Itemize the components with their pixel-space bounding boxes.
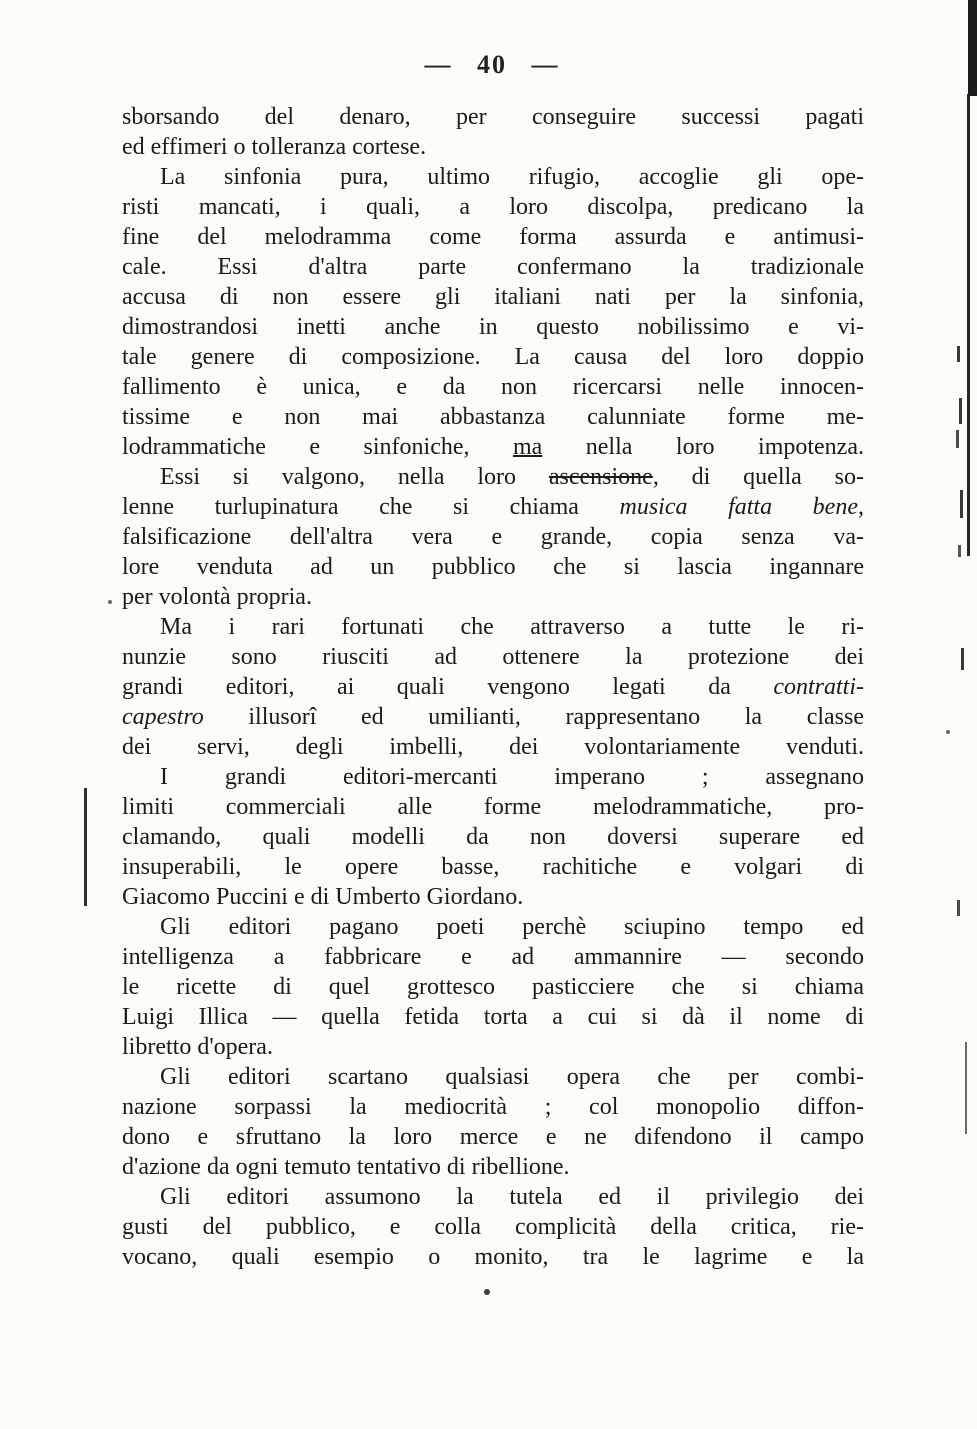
text-line	[122, 1152, 864, 1182]
text-line	[122, 312, 864, 342]
text-line	[122, 432, 864, 462]
text-line	[122, 132, 864, 162]
text-segment: per volontà propria.	[122, 584, 312, 610]
scan-artifact-top-right-bar	[968, 0, 977, 96]
text-segment: Luigi Illica — quella fetida torta a cui si dà il nome di	[122, 1004, 864, 1030]
text-segment: grandi editori, ai quali vengono legati da	[122, 674, 774, 700]
text-line	[122, 492, 864, 522]
scan-artifact-tick	[956, 430, 959, 448]
scan-artifact-dot	[484, 1289, 490, 1295]
text-segment: dono e sfruttano la loro merce e ne difendono il campo	[122, 1124, 864, 1150]
text-line	[122, 1242, 864, 1272]
text-line	[122, 372, 864, 402]
scan-artifact-tick	[957, 346, 960, 362]
text-segment: illusorî ed umilianti, rappresentano la classe	[203, 704, 864, 730]
text-segment: fine del melodramma come forma assurda e antimusi-	[122, 224, 864, 250]
text-line	[122, 672, 864, 702]
text-segment: Gli editori scartano qualsiasi opera che per combi-	[160, 1064, 864, 1090]
scan-artifact-right-edge-line	[967, 94, 970, 556]
scan-artifact-left-margin-rule	[84, 788, 87, 906]
text-segment: d'azione da ogni temuto tentativo di ribellione.	[122, 1154, 570, 1180]
text-line	[122, 732, 864, 762]
text-segment: ascensione	[548, 464, 653, 490]
text-segment: Giacomo Puccini e di Umberto Giordano.	[122, 884, 524, 910]
scan-artifact-tick	[957, 900, 960, 916]
text-line	[122, 1062, 864, 1092]
scan-artifact-dot	[108, 600, 112, 604]
text-line	[122, 912, 864, 942]
text-segment: Gli editori assumono la tutela ed il privilegio dei	[160, 1184, 864, 1210]
text-segment: vocano, quali esempio o monito, tra le lagrime e la	[122, 1244, 864, 1270]
text-line	[122, 552, 864, 582]
text-line	[122, 522, 864, 552]
text-segment: nella loro impotenza.	[542, 434, 864, 460]
scan-artifact-tick	[961, 648, 964, 670]
scan-artifact-right-edge-low	[965, 1042, 967, 1134]
text-segment: nazione sorpassi la mediocrità ; col monopolio diffon-	[122, 1094, 864, 1120]
text-segment: La sinfonia pura, ultimo rifugio, accoglie gli ope-	[160, 164, 864, 190]
text-line	[122, 1122, 864, 1152]
text-line	[122, 972, 864, 1002]
text-line	[122, 252, 864, 282]
text-line	[122, 852, 864, 882]
text-line	[122, 342, 864, 372]
text-line	[122, 1002, 864, 1032]
text-line	[122, 462, 864, 492]
text-line	[122, 102, 864, 132]
text-line	[122, 282, 864, 312]
text-segment: musica fatta bene	[619, 494, 858, 520]
text-segment: tissime e non mai abbastanza calunniate forme me-	[122, 404, 864, 430]
text-segment: Essi si valgono, nella loro	[160, 464, 549, 490]
text-segment: nunzie sono riusciti ad ottenere la protezione dei	[122, 644, 864, 670]
text-segment: , di quella so-	[652, 464, 864, 490]
text-segment: dimostrandosi inetti anche in questo nobilissimo e vi-	[122, 314, 864, 340]
text-segment: contratti-	[773, 674, 864, 700]
scan-artifact-tick	[960, 490, 963, 518]
text-segment: limiti commerciali alle forme melodrammatiche, pro-	[122, 794, 864, 820]
text-line	[122, 942, 864, 972]
text-segment: accusa di non essere gli italiani nati per la sinfonia,	[122, 284, 864, 310]
text-block	[122, 102, 864, 1272]
text-segment: le ricette di quel grottesco pasticciere che si chiama	[122, 974, 864, 1000]
text-line	[122, 762, 864, 792]
page-number: — 40 —	[424, 50, 560, 79]
text-line	[122, 792, 864, 822]
text-segment: sborsando del denaro, per conseguire successi pagati	[122, 104, 864, 130]
text-segment: cale. Essi d'altra parte confermano la tradizionale	[122, 254, 864, 280]
scan-artifact-dot	[946, 730, 950, 734]
text-line	[122, 822, 864, 852]
text-segment: falsificazione dell'altra vera e grande, copia senza va-	[122, 524, 864, 550]
text-line	[122, 222, 864, 252]
text-segment: ma	[512, 434, 543, 460]
text-line	[122, 192, 864, 222]
text-segment: Ma i rari fortunati che attraverso a tutte le ri-	[160, 614, 864, 640]
text-segment: insuperabili, le opere basse, rachitiche e volgari di	[122, 854, 864, 880]
text-line	[122, 642, 864, 672]
text-line	[122, 582, 864, 612]
text-segment: clamando, quali modelli da non doversi superare ed	[122, 824, 864, 850]
text-segment: tale genere di composizione. La causa del loro doppio	[122, 344, 864, 370]
text-line	[122, 402, 864, 432]
text-line	[122, 162, 864, 192]
text-segment: I grandi editori-mercanti imperano ; assegnano	[160, 764, 864, 790]
text-segment: capestro	[122, 704, 204, 730]
text-segment: risti mancati, i quali, a loro discolpa, predicano la	[122, 194, 864, 220]
text-segment: lodrammatiche e sinfoniche,	[122, 434, 513, 460]
text-line	[122, 612, 864, 642]
text-segment: dei servi, degli imbelli, dei volontariamente venduti.	[122, 734, 864, 760]
text-segment: fallimento è unica, e da non ricercarsi nelle innocen-	[122, 374, 864, 400]
text-segment: gusti del pubblico, e colla complicità della critica, rie-	[122, 1214, 864, 1240]
text-line	[122, 1212, 864, 1242]
text-line	[122, 702, 864, 732]
text-segment: lenne turlupinatura che si chiama	[122, 494, 620, 520]
text-line	[122, 1092, 864, 1122]
text-segment: ,	[857, 494, 864, 520]
text-segment: Gli editori pagano poeti perchè sciupino tempo ed	[160, 914, 864, 940]
scan-artifact-tick	[959, 398, 962, 424]
text-segment: libretto d'opera.	[122, 1034, 273, 1060]
text-segment: lore venduta ad un pubblico che si lascia ingannare	[122, 554, 864, 580]
text-segment: ed effimeri o tolleranza cortese.	[122, 134, 427, 160]
text-line	[122, 1182, 864, 1212]
text-segment: intelligenza a fabbricare e ad ammannire — secondo	[122, 944, 864, 970]
text-line	[122, 882, 864, 912]
scan-artifact-tick	[958, 545, 961, 557]
text-line	[122, 1032, 864, 1062]
